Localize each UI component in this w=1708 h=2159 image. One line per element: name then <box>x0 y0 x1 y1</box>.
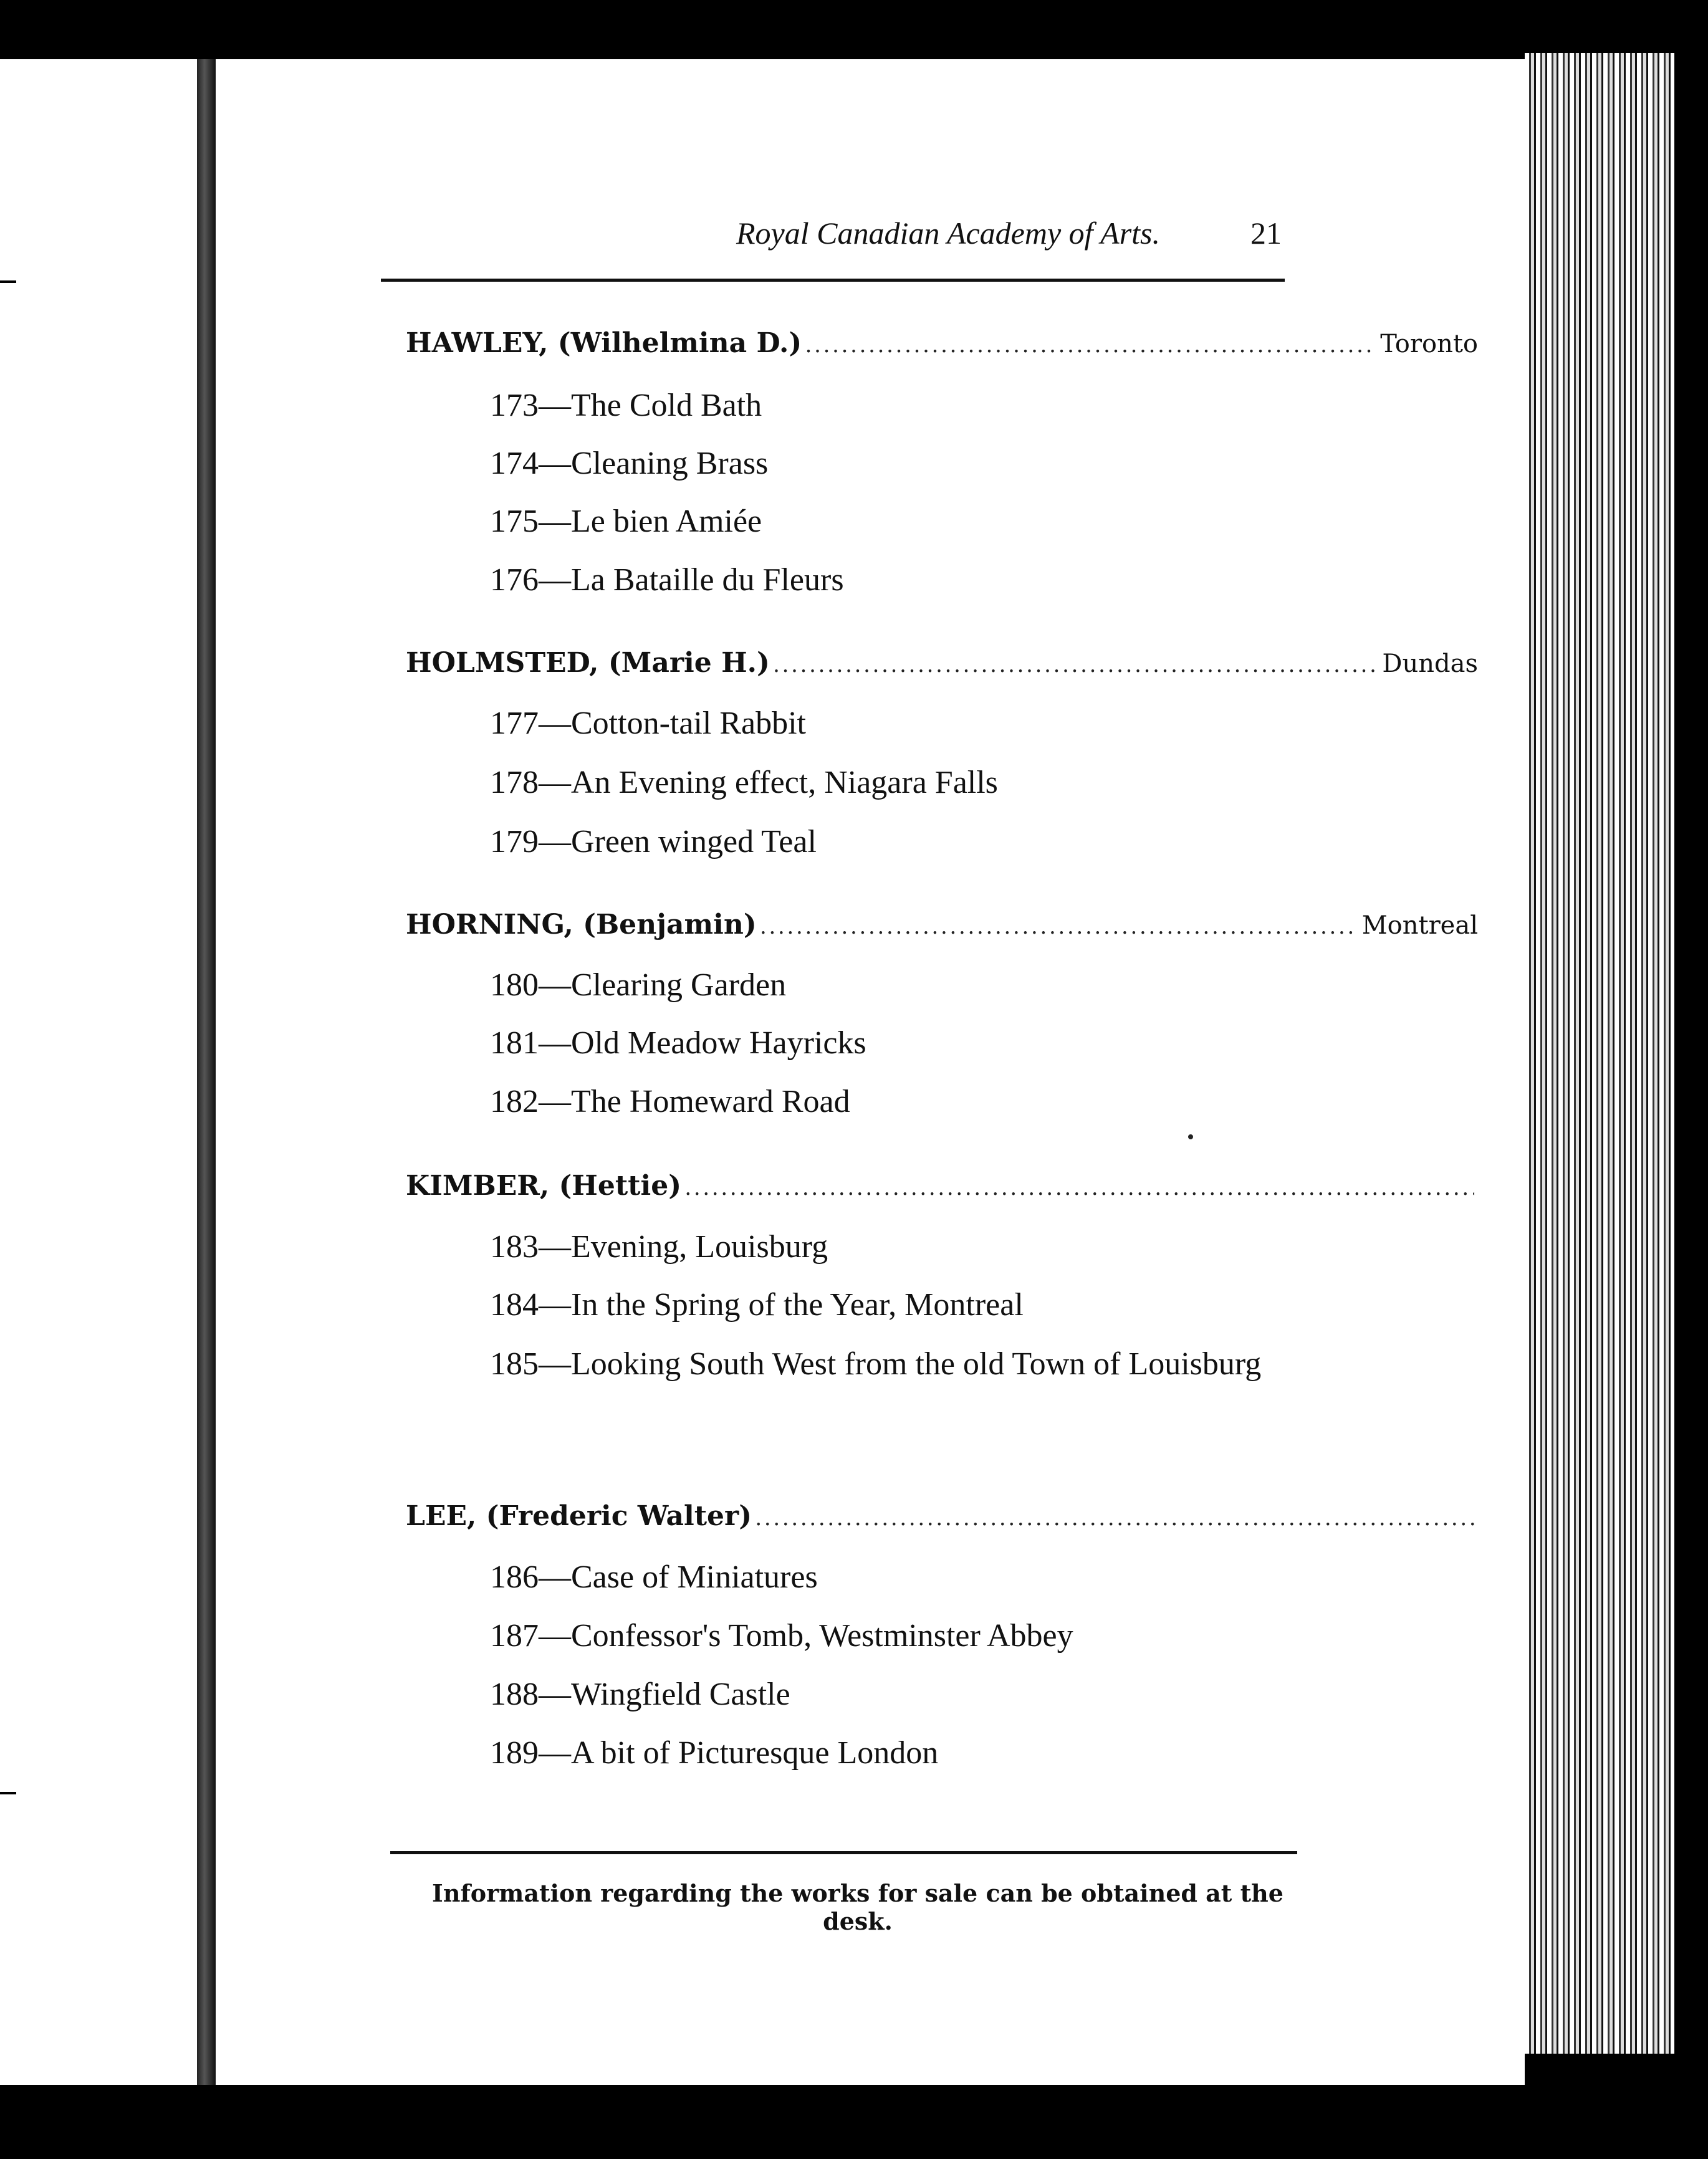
work-item: 188—Wingfield Castle <box>490 1677 790 1712</box>
work-item: 177—Cotton-tail Rabbit <box>490 706 806 741</box>
work-item: 189—A bit of Picturesque London <box>490 1735 939 1771</box>
header-rule <box>381 279 1285 282</box>
facing-page-mark <box>0 280 16 283</box>
work-item: 180—Clearing Garden <box>490 967 787 1003</box>
work-item: 175—Le bien Amiée <box>490 504 762 539</box>
work-item: 174—Cleaning Brass <box>490 446 769 481</box>
artist-name: KIMBER, (Hettie) <box>406 1170 682 1202</box>
artist-entry-holmsted <box>406 647 1478 679</box>
work-item: 186—Case of Miniatures <box>490 1559 818 1595</box>
facing-page <box>0 59 197 2085</box>
sale-info-note: Information regarding the works for sale can be obtained at the desk. <box>432 1879 1283 1935</box>
artist-place: Toronto <box>1380 330 1478 358</box>
print-speck <box>1188 1134 1193 1139</box>
work-item: 184—In the Spring of the Year, Montreal <box>490 1287 1024 1323</box>
dot-leader <box>760 912 1358 940</box>
artist-entry-kimber <box>406 1170 1478 1202</box>
facing-page-mark <box>0 1792 16 1794</box>
artist-name: HAWLEY, (Wilhelmina D.) <box>406 327 802 359</box>
artist-entry-hawley <box>406 327 1478 359</box>
work-item <box>490 1342 1369 1387</box>
work-item: 181—Old Meadow Hayricks <box>490 1025 866 1061</box>
artist-name: HOLMSTED, (Marie H.) <box>406 647 770 679</box>
work-item: 173—The Cold Bath <box>490 388 762 423</box>
running-title: Royal Canadian Academy of Arts. <box>736 216 1161 251</box>
work-item: 183—Evening, Louisburg <box>490 1229 828 1265</box>
page-number: 21 <box>1250 216 1282 251</box>
artist-entry-lee <box>406 1500 1478 1532</box>
artist-place: Dundas <box>1382 649 1478 678</box>
dot-leader <box>774 651 1379 678</box>
work-item: 179—Green winged Teal <box>490 824 817 859</box>
dot-leader <box>685 1174 1474 1201</box>
artist-name: HORNING, (Benjamin) <box>406 909 757 941</box>
dot-leader <box>756 1504 1474 1531</box>
artist-place: Montreal <box>1361 911 1478 940</box>
dot-leader <box>805 331 1376 358</box>
work-item: 176—La Bataille du Fleurs <box>490 562 844 598</box>
catalogue-page <box>216 59 1525 2085</box>
work-item: 182—The Homeward Road <box>490 1084 850 1119</box>
page-edges <box>1525 53 1674 2054</box>
work-item: 178—An Evening effect, Niagara Falls <box>490 765 998 800</box>
book-gutter <box>197 59 216 2085</box>
artist-entry-horning <box>406 909 1478 941</box>
artist-name: LEE, (Frederic Walter) <box>406 1500 752 1532</box>
footer-rule <box>390 1851 1297 1854</box>
work-item-text: 185—Looking South West from the old Town of Louisburg <box>490 1346 1262 1382</box>
work-item: 187—Confessor's Tomb, Westminster Abbey <box>490 1618 1073 1654</box>
